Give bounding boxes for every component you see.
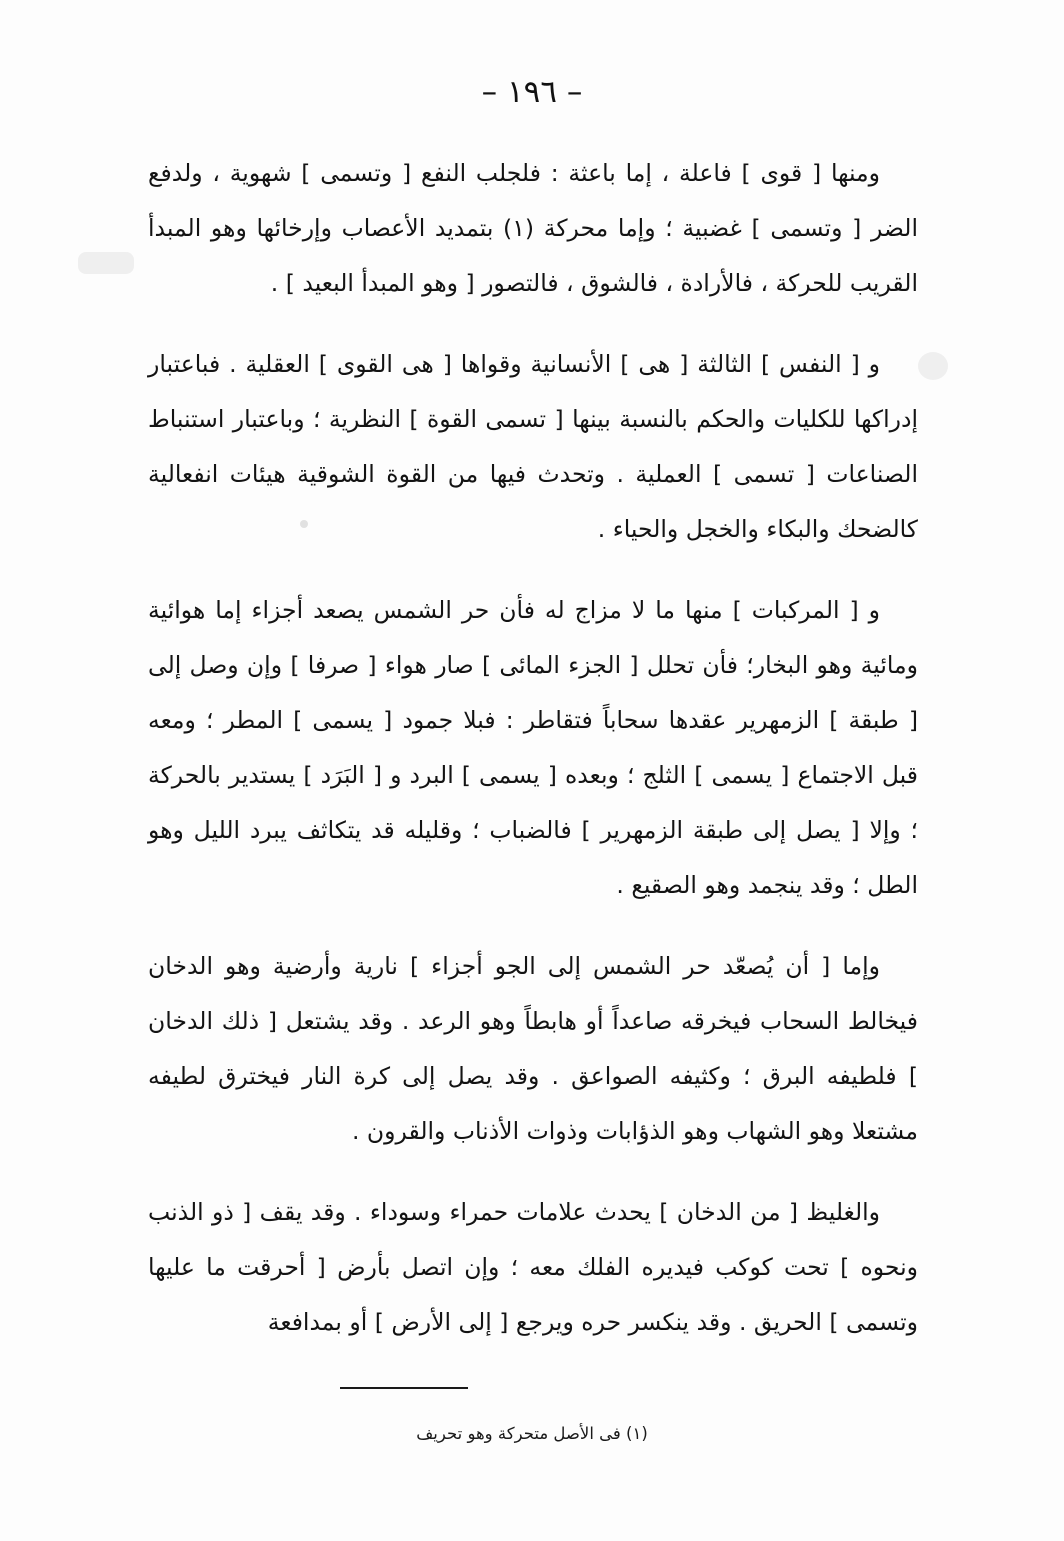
footnote-divider (340, 1387, 468, 1389)
paragraph: ومنها [ قوى ] فاعلة ، إما باعثة : فلجلب النفع [ وتسمى ] شهوية ، ولدفع الضر [ وتسمى ] غضبية ؛ وإما محركة (١) بتمديد الأعصاب وإرخائها وهو المبدأ القريب للحركة ، فالأرادة ، فالشوق ، فالتصور [ وهو المبدأ البعيد ] . (148, 159, 918, 297)
paragraph: وإما [ أن يُصعّد حر الشمس إلى الجو أجزاء ] نارية وأرضية وهو الدخان فيخالط السحاب فيخرقه صاعداً أو هابطاً وهو الرعد . وقد يشتعل [ ذلك الدخان ] فلطيفه البرق ؛ وكثيفه الصواعق . وقد يصل إلى كرة النار فيخترق لطيفه مشتعلا وهو الشهاب وهو الذؤابات وذوات الأذناب والقرون . (148, 952, 918, 1145)
body-text (148, 146, 918, 1350)
paragraph: و [ المركبات ] منها ما لا مزاج له فأن حر الشمس يصعد أجزاء إما هوائية ومائية وهو البخار؛ فأن تحلل [ الجزء المائى ] صار هواء [ صرفا ] وإن وصل إلى [ طبقة ] الزمهرير عقدها سحاباً فتقاطر : فبلا جمود [ يسمى ] المطر ؛ ومعه قبل الاجتماع [ يسمى ] الثلج ؛ وبعده [ يسمى ] البرد و [ البَرَد ] يستدير بالحركة ؛ وإلا [ يصل إلى طبقة الزمهرير ] فالضباب ؛ وقليله قد يتكاثف يبرد الليل وهو الطل ؛ وقد ينجمد وهو الصقيع . (148, 596, 918, 899)
paragraph: و [ النفس ] الثالثة [ هى ] الأنسانية وقواها [ هى القوى ] العقلية . فباعتبار إدراكها للكليات والحكم بالنسبة بينها [ تسمى القوة ] النظرية ؛ وباعتبار استنباط الصناعات [ تسمى ] العملية . وتحدث فيها من القوة الشوقية هيئات انفعالية كالضحك والبكاء والخجل والحياء . (148, 350, 918, 543)
footnote: (١) فى الأصل متحركة وهو تحريف (416, 1424, 648, 1443)
paragraph: والغليظ [ من الدخان ] يحدث علامات حمراء وسوداء . وقد يقف [ ذو الذنب ونحوه ] تحت كوكب فيديره الفلك معه ؛ وإن اتصل بأرض [ أحرقت ما عليها وتسمى ] الحريق . وقد ينكسر حره ويرجع [ إلى الأرض ] أو بمدافعة (148, 1198, 918, 1336)
page-number: – ١٩٦ – (481, 74, 583, 110)
scan-artifact-right (918, 352, 948, 380)
scan-artifact-left (78, 252, 134, 274)
